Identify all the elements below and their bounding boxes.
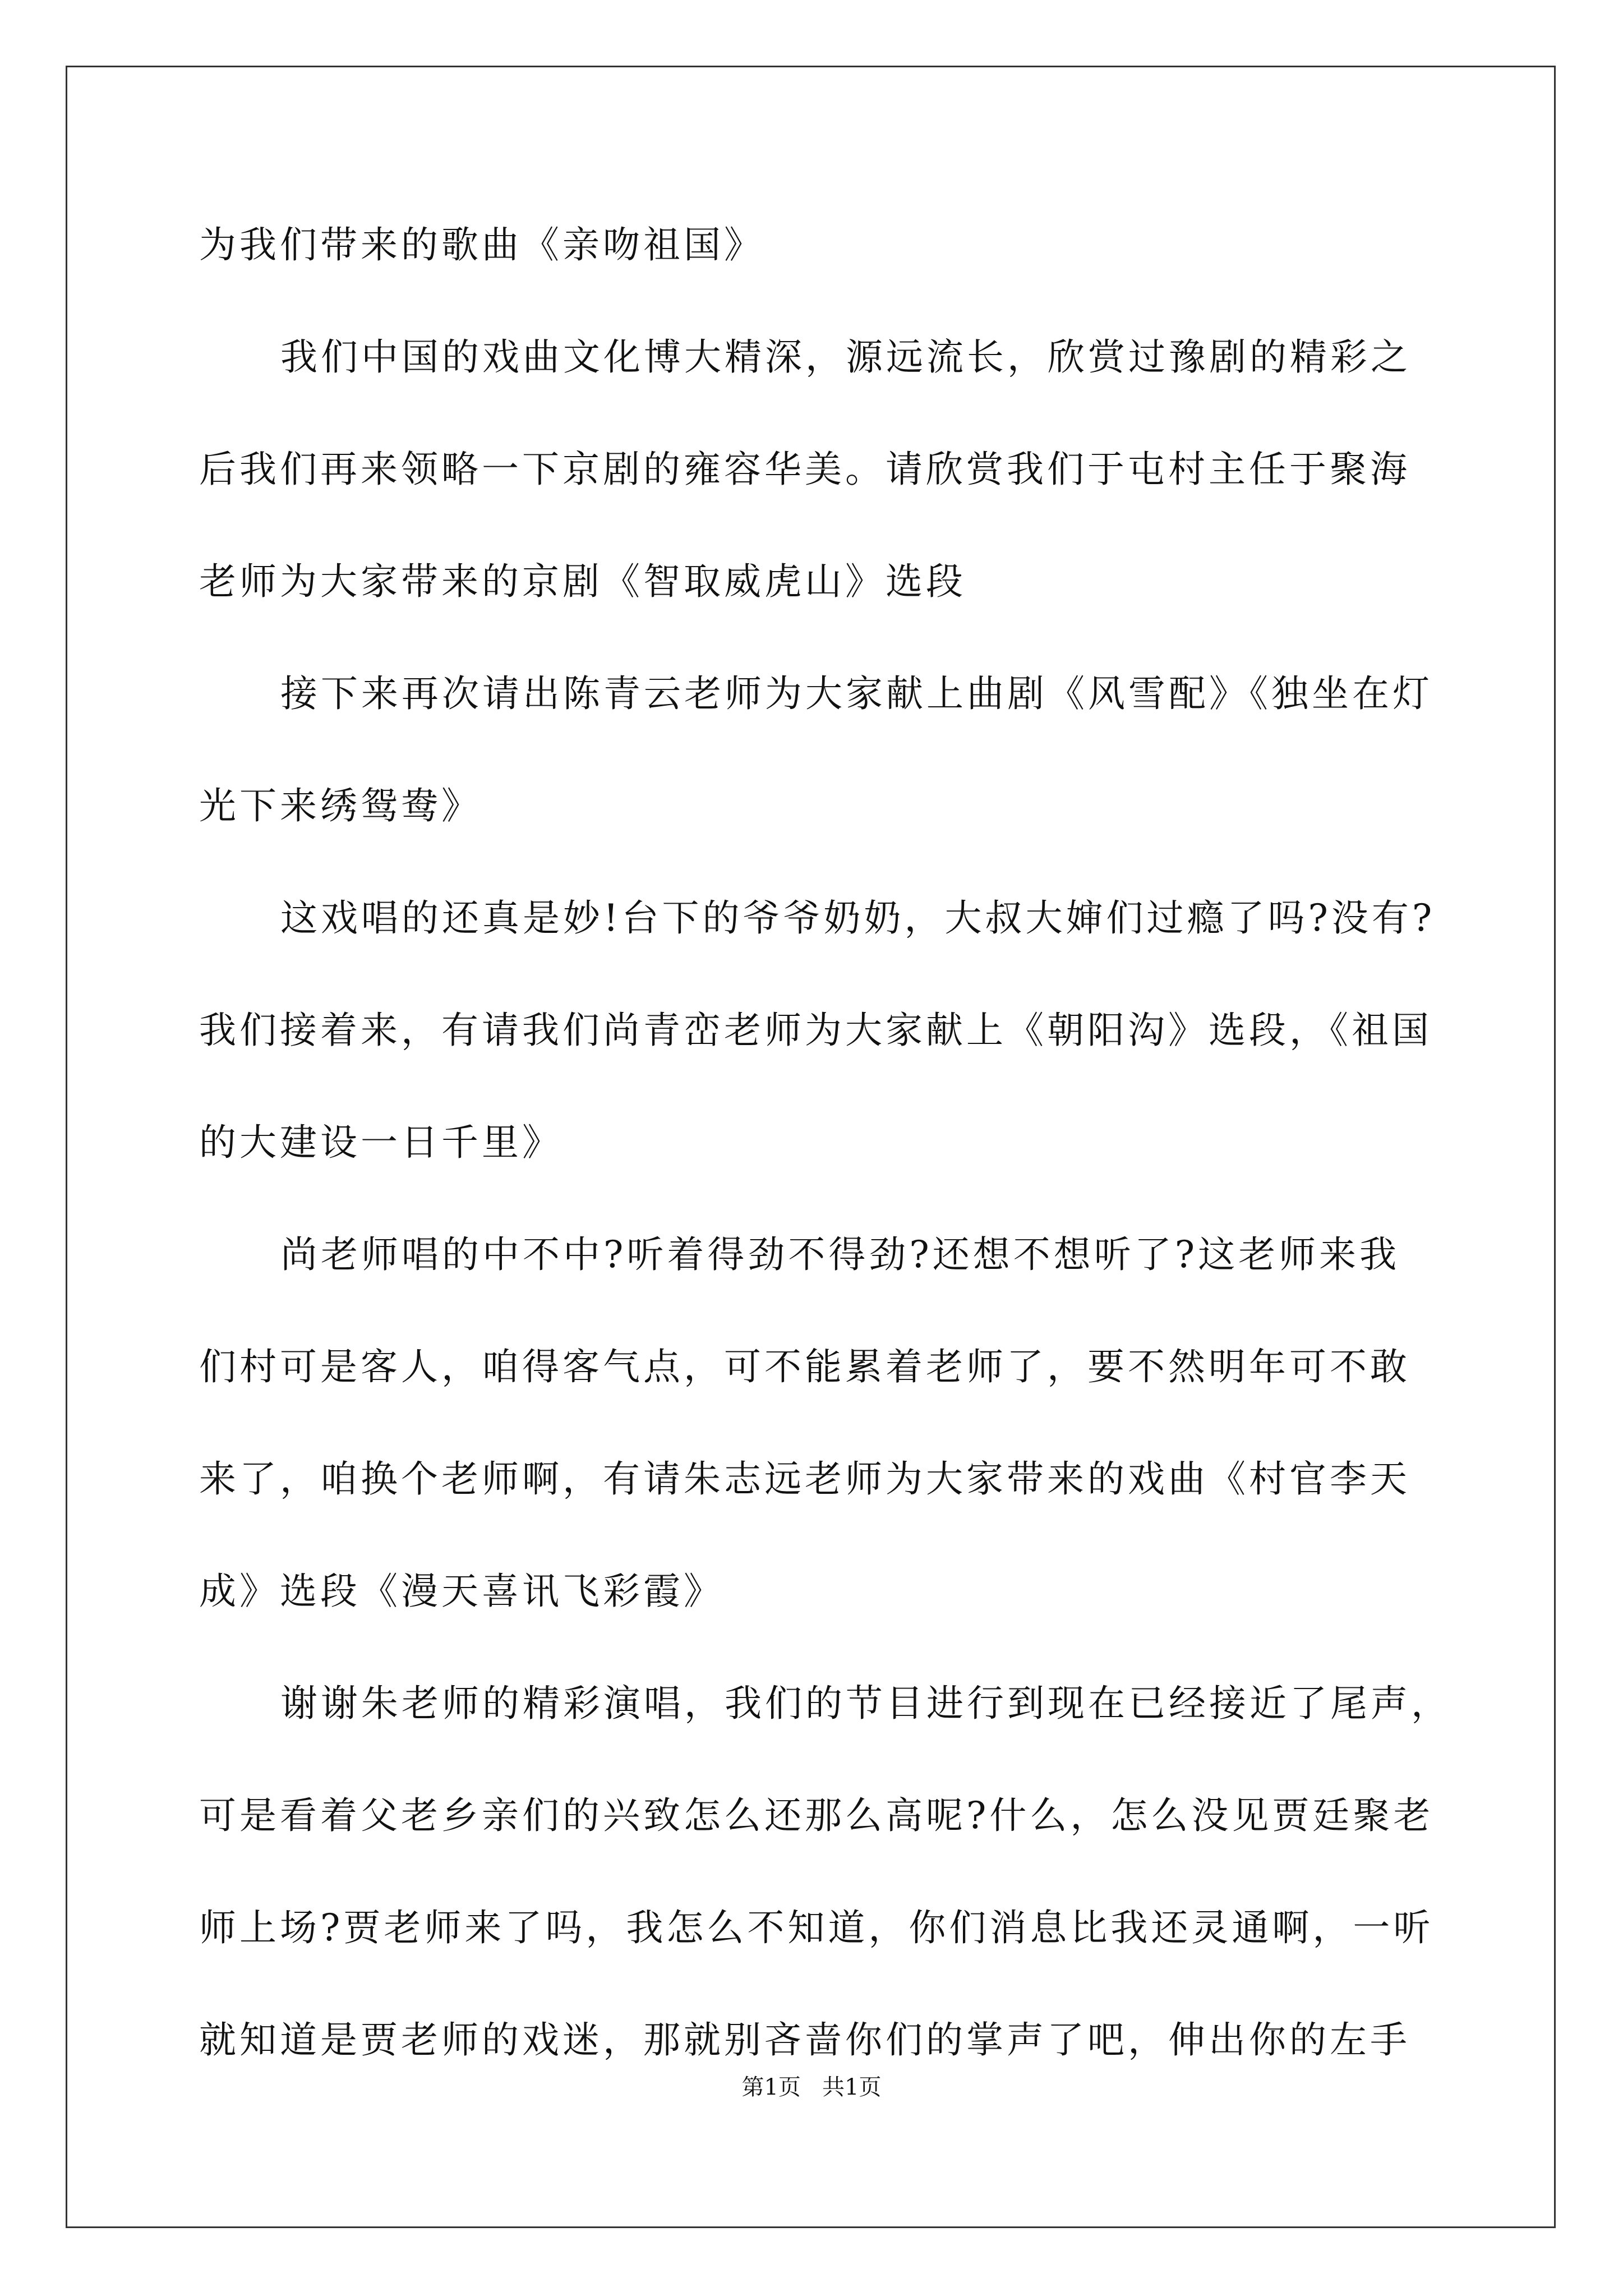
text-line: 师上场?贾老师来了吗，我怎么不知道，你们消息比我还灵通啊，一听 (199, 1906, 1434, 1949)
text-line: 来了，咱换个老师啊，有请朱志远老师为大家带来的戏曲《村官李天 (199, 1457, 1410, 1501)
text-line: 的大建设一日千里》 (199, 1121, 562, 1164)
text-line: 我们中国的戏曲文化博大精深，源远流长，欣赏过豫剧的精彩之 (280, 335, 1411, 379)
text-line: 老师为大家带来的京剧《智取威虎山》选段 (199, 560, 966, 603)
text-line: 们村可是客人，咱得客气点，可不能累着老师了，要不然明年可不敢 (199, 1345, 1410, 1388)
page-number-footer: 第1页 共1页 (741, 2074, 882, 2100)
text-line: 光下来绣鸳鸯》 (199, 784, 482, 827)
text-line: 我们接着来，有请我们尚青峦老师为大家献上《朝阳沟》选段，《祖国 (199, 1009, 1432, 1052)
text-line: 谢谢朱老师的精彩演唱，我们的节目进行到现在已经接近了尾声， (280, 1682, 1451, 1725)
text-line: 成》选段《漫天喜讯飞彩霞》 (199, 1570, 724, 1613)
text-line: 可是看着父老乡亲们的兴致怎么还那么高呢?什么，怎么没见贾廷聚老 (199, 1794, 1434, 1837)
text-line: 后我们再来领略一下京剧的雍容华美。请欣赏我们于屯村主任于聚海 (199, 448, 1410, 491)
text-line: 为我们带来的歌曲《亲吻祖国》 (199, 223, 764, 266)
text-line: 就知道是贾老师的戏迷，那就别吝啬你们的掌声了吧，伸出你的左手 (199, 2018, 1410, 2062)
text-line: 接下来再次请出陈青云老师为大家献上曲剧《风雪配》《独坐在灯 (280, 672, 1433, 715)
text-line: 尚老师唱的中不中?听着得劲不得劲?还想不想听了?这老师来我 (280, 1233, 1400, 1276)
text-line: 这戏唱的还真是妙!台下的爷爷奶奶，大叔大婶们过瘾了吗?没有? (280, 896, 1436, 940)
